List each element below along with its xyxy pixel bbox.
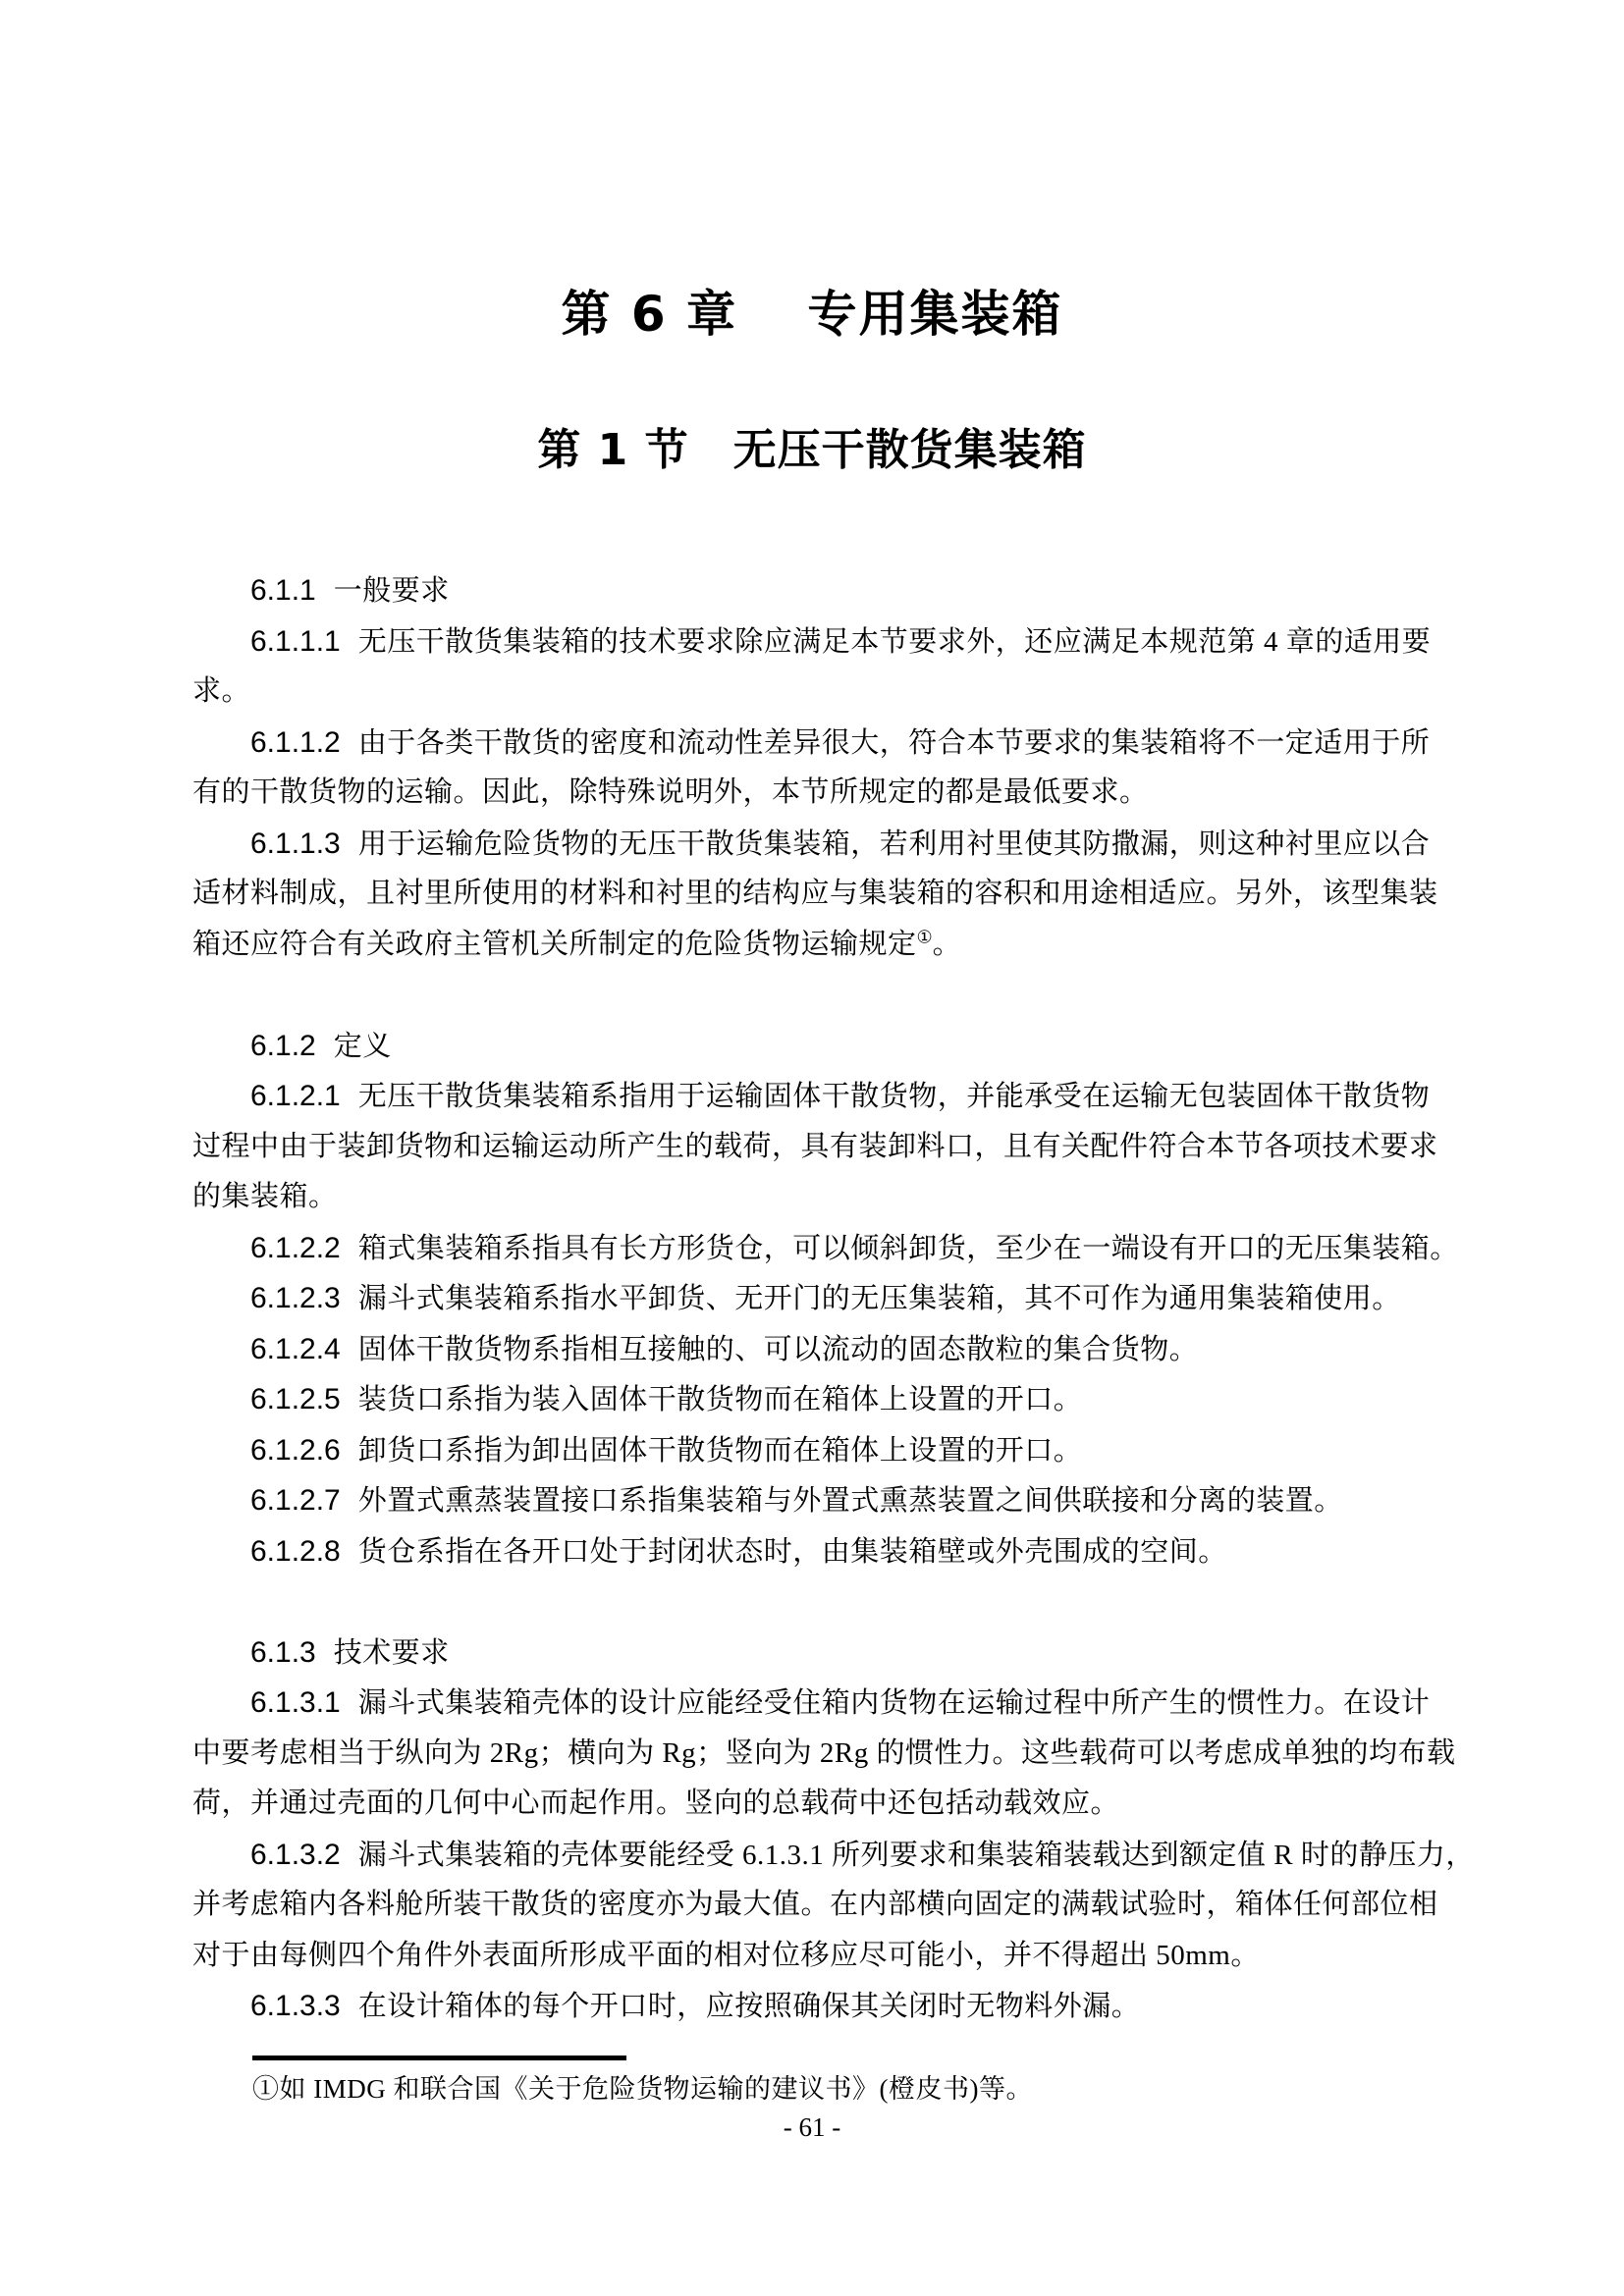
clause-text-tail: 。 bbox=[932, 928, 962, 960]
text-line bbox=[192, 1526, 1439, 1577]
text-line bbox=[192, 1628, 1439, 1679]
clause-text: 漏斗式集装箱壳体的设计应能经受住箱内货物在运输过程中所产生的惯性力。在设计 bbox=[357, 1687, 1431, 1719]
clause-text: 漏斗式集装箱的壳体要能经受 6.1.3.1 所列要求和集装箱装载达到额定值 R 时的静压力， bbox=[357, 1839, 1475, 1871]
section-title: 第 1 节 无压干散货集装箱 bbox=[537, 425, 1087, 475]
clause-number: 6.1.2.1 bbox=[250, 1080, 341, 1112]
text-line bbox=[192, 1425, 1439, 1476]
page-number: - 61 - bbox=[783, 2112, 841, 2142]
text-line bbox=[192, 1021, 1439, 1072]
clause-text: 箱还应符合有关政府主管机关所制定的危险货物运输规定 bbox=[192, 928, 917, 960]
clause-text: 一般要求 bbox=[333, 575, 450, 607]
clause-number: 6.1.1 bbox=[250, 574, 316, 607]
text-line bbox=[192, 1475, 1439, 1526]
clause-text: 中要考虑相当于纵向为 2Rg；横向为 Rg；竖向为 2Rg 的惯性力。这些载荷可以考虑成单独的均布载 bbox=[192, 1736, 1456, 1769]
text-line bbox=[192, 1931, 1439, 1982]
clause-text: 对于由每侧四个角件外表面所形成平面的相对位移应尽可能小，并不得超出 50mm。 bbox=[192, 1939, 1260, 1971]
clause-number: 6.1.3.3 bbox=[250, 1990, 341, 2022]
chapter-title: 第 6 章 专用集装箱 bbox=[561, 286, 1063, 343]
text-line bbox=[192, 1880, 1439, 1931]
clause-text: 外置式熏蒸装置接口系指集装箱与外置式熏蒸装置之间供联接和分离的装置。 bbox=[357, 1485, 1343, 1517]
footnote-text: 如 IMDG 和联合国《关于危险货物运输的建议书》(橙皮书)等。 bbox=[279, 2074, 1033, 2104]
clause-text: 货仓系指在各开口处于封闭状态时，由集装箱壁或外壳围成的空间。 bbox=[357, 1535, 1227, 1568]
text-line bbox=[192, 1122, 1439, 1173]
text-line bbox=[192, 768, 1439, 819]
text-line bbox=[192, 1172, 1439, 1223]
text-line bbox=[192, 920, 1439, 971]
footnote-marker: ① bbox=[252, 2074, 280, 2104]
text-line bbox=[192, 565, 1439, 616]
clause-text: 无压干散货集装箱系指用于运输固体干散货物，并能承受在运输无包装固体干散货物 bbox=[357, 1081, 1431, 1112]
text-line bbox=[192, 1830, 1475, 1881]
clause-text: 漏斗式集装箱系指水平卸货、无开门的无压集装箱，其不可作为通用集装箱使用。 bbox=[357, 1283, 1401, 1314]
clause-number: 6.1.2.3 bbox=[250, 1282, 341, 1314]
clause-number: 6.1.1.1 bbox=[250, 624, 341, 658]
clause-number: 6.1.2.7 bbox=[250, 1484, 341, 1517]
clause-number: 6.1.3 bbox=[250, 1635, 316, 1669]
clause-text: 求。 bbox=[192, 675, 251, 707]
clause-number: 6.1.2.8 bbox=[250, 1534, 341, 1568]
clause-text: 箱式集装箱系指具有长方形货仓，可以倾斜卸货，至少在一端设有开口的无压集装箱。 bbox=[357, 1232, 1459, 1264]
clause-text: 适材料制成，且衬里所使用的材料和衬里的结构应与集装箱的容积和用途相适应。另外，该型集装 bbox=[192, 878, 1438, 909]
text-line bbox=[192, 819, 1439, 870]
clause-text: 荷，并通过壳面的几何中心而起作用。竖向的总载荷中还包括动载效应。 bbox=[192, 1788, 1120, 1819]
clause-number: 6.1.3.1 bbox=[250, 1686, 341, 1719]
clause-text: 技术要求 bbox=[333, 1636, 450, 1669]
clause-number: 6.1.1.2 bbox=[250, 725, 341, 759]
clause-number: 6.1.2 bbox=[250, 1029, 316, 1062]
clause-text: 并考虑箱内各料舱所装干散货的密度亦为最大值。在内部横向固定的满载试验时，箱体任何部位相 bbox=[192, 1889, 1438, 1920]
text-line bbox=[192, 1324, 1439, 1375]
text-line bbox=[192, 1779, 1439, 1830]
text-line bbox=[192, 1729, 1456, 1780]
blank-line bbox=[192, 970, 1439, 1021]
clause-text: 装货口系指为装入固体干散货物而在箱体上设置的开口。 bbox=[357, 1384, 1083, 1415]
text-line bbox=[192, 718, 1439, 769]
text-line bbox=[192, 667, 1439, 718]
blank-line bbox=[192, 1576, 1439, 1628]
clause-text: 固体干散货物系指相互接触的、可以流动的固态散粒的集合货物。 bbox=[357, 1333, 1199, 1365]
clause-number: 6.1.2.5 bbox=[250, 1383, 341, 1415]
clause-text: 在设计箱体的每个开口时，应按照确保其关闭时无物料外漏。 bbox=[357, 1991, 1141, 2022]
clause-text: 用于运输危险货物的无压干散货集装箱，若利用衬里使其防撒漏，则这种衬里应以合 bbox=[357, 828, 1431, 860]
text-line bbox=[192, 1223, 1459, 1274]
footnote-ref: ① bbox=[916, 926, 933, 946]
text-line bbox=[192, 1374, 1439, 1425]
footnote-separator bbox=[252, 2056, 626, 2060]
clause-text: 由于各类干散货的密度和流动性差异很大，符合本节要求的集装箱将不一定适用于所 bbox=[357, 726, 1431, 759]
clause-number: 6.1.2.6 bbox=[250, 1433, 341, 1467]
text-line bbox=[192, 1273, 1439, 1324]
clause-text: 过程中由于装卸货物和运输运动所产生的载荷，具有装卸料口，且有关配件符合本节各项技术要求 bbox=[192, 1130, 1438, 1162]
text-line bbox=[192, 616, 1439, 667]
clause-number: 6.1.2.2 bbox=[250, 1231, 341, 1264]
text-line bbox=[192, 1678, 1439, 1729]
document-body bbox=[192, 565, 1475, 2032]
text-line bbox=[192, 1981, 1439, 2032]
clause-text: 无压干散货集装箱的技术要求除应满足本节要求外，还应满足本规范第 4 章的适用要 bbox=[357, 625, 1432, 658]
clause-text: 定义 bbox=[333, 1030, 392, 1062]
clause-number: 6.1.1.3 bbox=[250, 827, 341, 860]
clause-number: 6.1.2.4 bbox=[250, 1332, 341, 1365]
footnote bbox=[252, 2073, 1033, 2105]
text-line bbox=[192, 869, 1439, 920]
clause-text: 的集装箱。 bbox=[192, 1181, 338, 1212]
clause-number: 6.1.3.2 bbox=[250, 1838, 341, 1871]
clause-text: 卸货口系指为卸出固体干散货物而在箱体上设置的开口。 bbox=[357, 1434, 1083, 1467]
text-line bbox=[192, 1071, 1439, 1122]
clause-text: 有的干散货物的运输。因此，除特殊说明外，本节所规定的都是最低要求。 bbox=[192, 776, 1149, 808]
